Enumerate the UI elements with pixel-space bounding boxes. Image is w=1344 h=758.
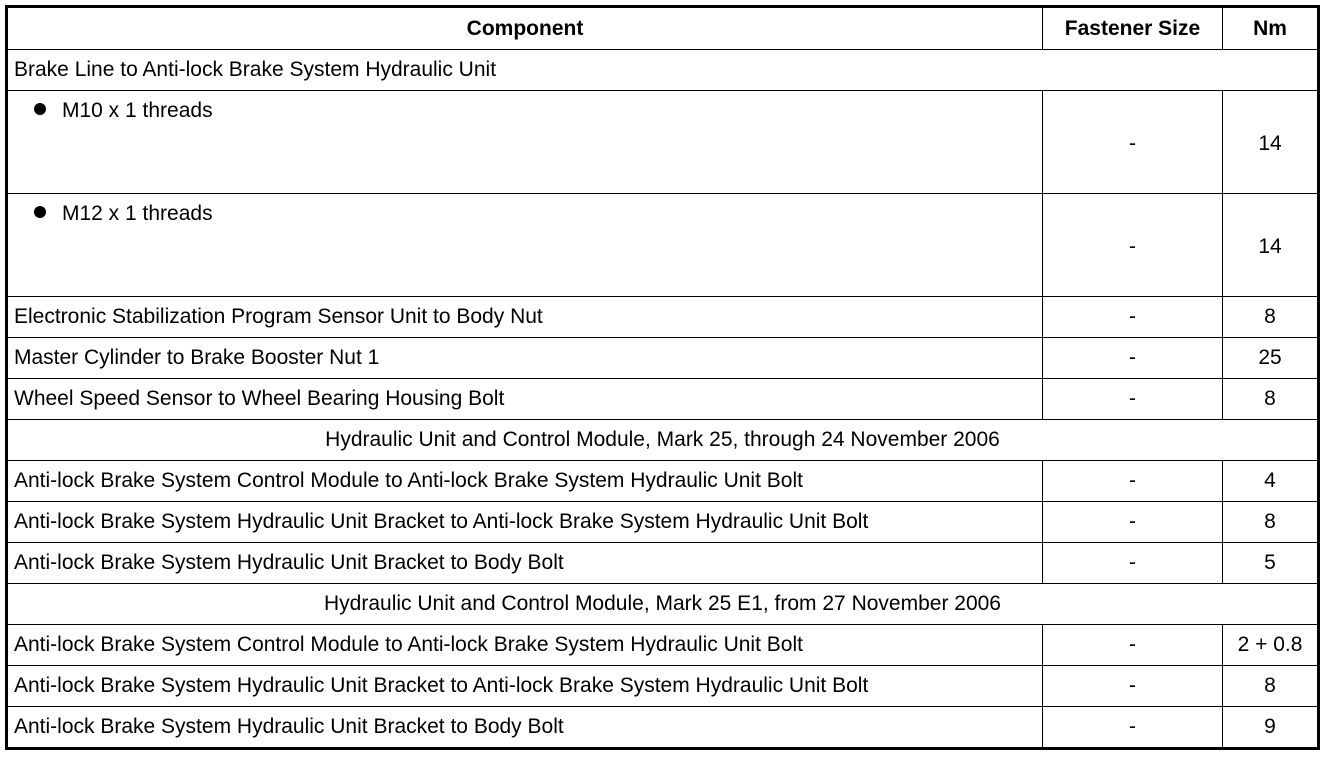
table-row	[7, 461, 1319, 502]
table-row	[7, 666, 1319, 707]
component-cell	[7, 91, 1043, 194]
nm-cell: 8	[1223, 666, 1319, 707]
fastener-size-cell: -	[1043, 461, 1223, 502]
component-text: M10 x 1 threads	[62, 99, 213, 122]
nm-cell: 8	[1223, 379, 1319, 420]
fastener-size-cell	[1043, 91, 1223, 194]
component-cell: Anti-lock Brake System Control Module to Anti-lock Brake System Hydraulic Unit Bolt	[7, 625, 1043, 666]
torque-spec-table	[5, 5, 1320, 750]
fastener-size-text: -	[1129, 235, 1136, 258]
component-cell: Anti-lock Brake System Hydraulic Unit Bracket to Anti-lock Brake System Hydraulic Unit Bolt	[7, 666, 1043, 707]
component-cell: Master Cylinder to Brake Booster Nut 1	[7, 338, 1043, 379]
torque-spec-page	[5, 5, 1317, 750]
table-row	[7, 91, 1319, 194]
component-cell: Anti-lock Brake System Hydraulic Unit Bracket to Body Bolt	[7, 543, 1043, 584]
table-row	[7, 194, 1319, 297]
nm-cell: 8	[1223, 297, 1319, 338]
nm-text: 14	[1258, 132, 1282, 155]
table-row	[7, 543, 1319, 584]
nm-cell: 5	[1223, 543, 1319, 584]
nm-cell: 8	[1223, 502, 1319, 543]
fastener-size-cell: -	[1043, 666, 1223, 707]
component-cell: Wheel Speed Sensor to Wheel Bearing Housing Bolt	[7, 379, 1043, 420]
bullet-icon	[34, 103, 46, 115]
nm-cell: 4	[1223, 461, 1319, 502]
fastener-size-cell: -	[1043, 707, 1223, 749]
fastener-size-cell: -	[1043, 338, 1223, 379]
column-header-fastener-size: Fastener Size	[1043, 7, 1223, 50]
table-row	[7, 625, 1319, 666]
section-row	[7, 584, 1319, 625]
group-label: Brake Line to Anti-lock Brake System Hydraulic Unit	[7, 50, 1319, 91]
fastener-size-cell: -	[1043, 379, 1223, 420]
component-cell: Anti-lock Brake System Hydraulic Unit Bracket to Body Bolt	[7, 707, 1043, 749]
fastener-size-cell: -	[1043, 502, 1223, 543]
column-header-component: Component	[7, 7, 1043, 50]
nm-cell: 25	[1223, 338, 1319, 379]
component-cell	[7, 194, 1043, 297]
nm-cell: 2 + 0.8	[1223, 625, 1319, 666]
table-row	[7, 502, 1319, 543]
component-cell: Anti-lock Brake System Control Module to Anti-lock Brake System Hydraulic Unit Bolt	[7, 461, 1043, 502]
table-row	[7, 297, 1319, 338]
fastener-size-cell: -	[1043, 625, 1223, 666]
bullet-icon	[34, 206, 46, 218]
nm-cell: 9	[1223, 707, 1319, 749]
fastener-size-cell	[1043, 194, 1223, 297]
fastener-size-text: -	[1129, 132, 1136, 155]
component-cell: Anti-lock Brake System Hydraulic Unit Bracket to Anti-lock Brake System Hydraulic Unit Bolt	[7, 502, 1043, 543]
section-row	[7, 420, 1319, 461]
table-row	[7, 338, 1319, 379]
fastener-size-cell: -	[1043, 297, 1223, 338]
nm-text: 14	[1258, 235, 1282, 258]
nm-cell	[1223, 91, 1319, 194]
table-row	[7, 707, 1319, 749]
column-header-nm: Nm	[1223, 7, 1319, 50]
component-cell: Electronic Stabilization Program Sensor Unit to Body Nut	[7, 297, 1043, 338]
group-row	[7, 50, 1319, 91]
section-heading: Hydraulic Unit and Control Module, Mark 25, through 24 November 2006	[7, 420, 1319, 461]
table-row	[7, 379, 1319, 420]
table-header-row	[7, 7, 1319, 50]
nm-cell	[1223, 194, 1319, 297]
component-text: M12 x 1 threads	[62, 202, 213, 225]
fastener-size-cell: -	[1043, 543, 1223, 584]
section-heading: Hydraulic Unit and Control Module, Mark 25 E1, from 27 November 2006	[7, 584, 1319, 625]
